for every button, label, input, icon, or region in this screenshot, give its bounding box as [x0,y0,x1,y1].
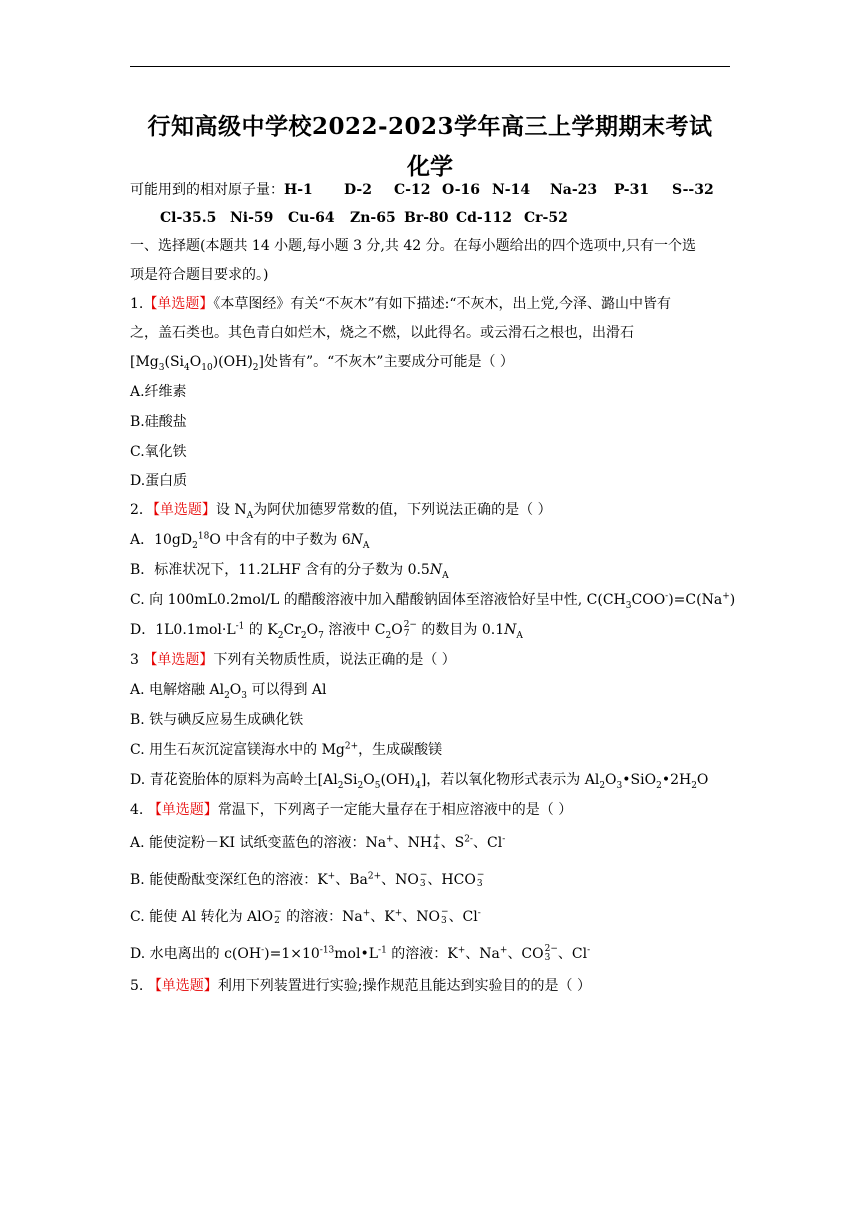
mass-item: Br-80 [404,210,449,226]
mass-item: C-12 [394,182,431,198]
mass-item: D-2 [344,182,372,198]
mass-item: H-1 [284,182,313,198]
q3-option-b: B. 铁与碘反应易生成碘化铁 [130,712,304,728]
mass-item: N-14 [492,182,531,198]
q2-number: 2． [130,502,153,518]
q3-number: 3 [130,652,144,668]
q4-stem-text: 常温下，下列离子一定能大量存在于相应溶液中的是（ ） [217,802,573,818]
mass-item: Na-23 [550,182,598,198]
q4-type-tag: 【单选题】 [147,802,218,818]
q1-option-c: C.氧化铁 [130,444,187,460]
q1-option-d: D.蛋白质 [130,473,188,489]
mass-item: Ni-59 [230,210,274,226]
subject-title: 化学 [407,153,453,180]
section-heading-2: 项是符合题目要求的。) [130,267,269,283]
q5-stem [130,976,591,996]
q1-line-1 [130,294,671,314]
mass-item: O-16 [442,182,481,198]
q5-stem-text: 利用下列装置进行实验;操作规范且能达到实验目的的是（ ） [217,978,591,994]
q3-stem-text: 下列有关物质性质，说法正确的是（ ） [213,652,456,668]
mass-item: Cl-35.5 [160,210,217,226]
q3-option-c: C. 用生石灰沉淀富镁海水中的 $Mg^{2+}$，生成碳酸镁 [130,741,443,758]
q1-option-a: A.纤维素 [130,384,187,400]
q1-type-tag: 【单选题】 [143,296,214,312]
q4-option-b: B. 能使酚酞变深红色的溶液：K+、$Ba^{2+}$、NO − 3 、HCO − 3 [130,870,485,889]
q1-line-3: $[Mg_3(Si_4O_{10})(OH)_2]$处皆有”。“不灰木”主要成分可能是（ ） [130,354,514,373]
q1-option-b: B.硅酸盐 [130,414,187,430]
q1-line-2: 之，盖石类也。其色青白如烂木，烧之不燃，以此得名。或云滑石之根也，出滑石 [130,325,634,341]
q2-stem [130,500,552,520]
q2-stem-tail: 为阿伏加德罗常数的值，下列说法正确的是（ ） [253,502,552,518]
mass-item: Zn-65 [350,210,396,226]
q4-number: 4. [130,802,148,818]
q4-option-d: D. 水电离出的 $c(OH^-)=1\times 10^{-13}mol•L^{-1}$ 的溶液：K+、Na+、CO 2− 3 、Cl- [130,944,591,963]
q2-option-d: D．$1L0.1mol\cdot L^{-1}$ 的 $K_2Cr_2O_7$ 溶液中 $C_2O$ 2− 7 的数目为 $0.1N_A$ [130,620,523,641]
q2-type-tag: 【单选题】 [152,502,216,518]
mass-item: Cr-52 [524,210,568,226]
q3-stem [130,650,456,670]
header-rule [130,66,730,67]
q2-stem-sub: A [246,510,254,521]
q4-option-c: C. 能使 Al 转化为 AlO − 2 的溶液：Na+、K+、NO − 3 、Cl- [130,907,481,926]
mass-item: Cu-64 [288,210,335,226]
q2-option-a: A．$10gD_2^{18}O$ 中含有的中子数为 $6N_A$ [130,531,370,551]
q3-option-d: D. 青花瓷胎体的原料为高岭土$[Al_2Si_2O_5(OH)_4]$，若以氧化物形式表示为 $Al_2O_3•SiO_2•2H_2O$ [130,772,709,791]
exam-title: 行知高级中学校2022-2023学年高三上学期期末考试 [147,113,713,140]
mass-item: S--32 [672,182,714,198]
atomic-masses-row-1 [130,180,714,200]
masses-label: 可能用到的相对原子量： [130,182,284,198]
q2-option-c: C. 向 100mL0.2mol/L 的醋酸溶液中加入醋酸钠固体至溶液恰好呈中性, $C(CH_3COO^-)=C(Na^+)$ [130,591,736,611]
q1-stem-1: 《本草图经》有关“不灰木”有如下描述:“不灰木，出上党,今泽、潞山中皆有 [213,296,671,312]
q5-number: 5. [130,978,148,994]
mass-item: P-31 [614,182,650,198]
q4-option-a: A. 能使淀粉－KI 试纸变蓝色的溶液：Na+、NH + 4 、$S^{2-}$、Cl- [130,833,506,852]
q3-option-a: A. 电解熔融 $Al_2O_3$ 可以得到 Al [130,682,327,701]
q3-type-tag: 【单选题】 [143,652,214,668]
q4-stem [130,800,572,820]
q5-type-tag: 【单选题】 [147,978,218,994]
section-heading-1: 一、选择题(本题共 14 小题,每小题 3 分,共 42 分。在每小题给出的四个选项中,只有一个选 [130,238,697,254]
atomic-masses-row-2 [160,208,568,228]
q2-stem-text: 设 N [215,502,247,518]
q1-number: 1. [130,296,144,312]
q2-option-b: B．标准状况下，11.2LHF 含有的分子数为 $0.5N_A$ [130,562,449,581]
mass-item: Cd-112 [456,210,512,226]
q1-stem-3: 处皆有”。“不灰木”主要成分可能是（ ） [263,354,514,370]
